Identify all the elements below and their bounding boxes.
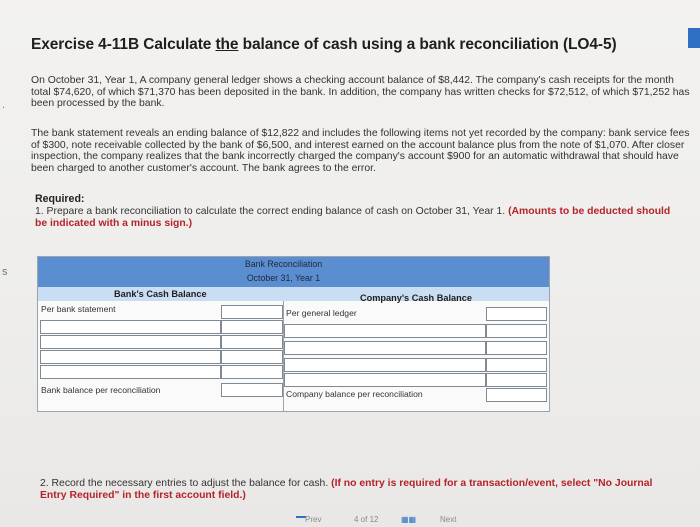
bank-reconciliation-table	[37, 256, 550, 412]
bank-amount-input[interactable]	[221, 365, 283, 379]
margin-mark: s	[2, 266, 8, 278]
company-item-input[interactable]	[284, 373, 486, 387]
table-date: October 31, Year 1	[246, 273, 321, 283]
bank-amount-input[interactable]	[221, 350, 283, 364]
grid-icon[interactable]: ▦▦	[401, 515, 417, 524]
prev-label[interactable]: Prev	[305, 515, 322, 524]
margin-mark: .	[2, 99, 6, 111]
company-item-input[interactable]	[284, 358, 486, 372]
exercise-title: Exercise 4-11B Calculate the balance of cash using a bank reconciliation (LO4-5)	[31, 36, 617, 53]
table-title: Bank Reconciliation	[244, 259, 323, 269]
per-ledger-label: Per general ledger	[286, 308, 357, 318]
requirement-1: 1. Prepare a bank reconciliation to calculate the correct ending balance of cash on October 31, Year 1. (Amounts to be deducted should be indicated with a minus sign.)	[35, 206, 671, 229]
company-item-input[interactable]	[284, 341, 486, 355]
side-tab[interactable]	[688, 28, 700, 48]
bank-total-input[interactable]	[221, 383, 283, 397]
column-divider	[283, 301, 284, 411]
per-bank-label: Per bank statement	[41, 304, 116, 314]
bank-item-input[interactable]	[40, 320, 221, 334]
company-total-label: Company balance per reconciliation	[286, 389, 423, 399]
bank-item-input[interactable]	[40, 335, 221, 349]
page-indicator: 4 of 12	[354, 515, 379, 524]
bank-heading: Bank's Cash Balance	[114, 289, 207, 299]
bank-amount-input[interactable]	[221, 320, 283, 334]
company-amount-input[interactable]	[486, 307, 547, 321]
company-amount-input[interactable]	[486, 358, 547, 372]
paragraph-bank-statement: The bank statement reveals an ending balance of $12,822 and includes the following items not yet recorded by the company: bank service fees of $300, note receivable collected by the bank of $6,500, and interest earned on the account balance plus from the note of $1,070. After closer inspection, the company realizes that the bank incorrectly charged the company's account $900 for an automatic withdrawal that should have been charged to another customer's account. The bank agrees to the error.	[31, 128, 690, 174]
company-item-input[interactable]	[284, 324, 486, 338]
bank-item-input[interactable]	[40, 350, 221, 364]
company-total-input[interactable]	[486, 388, 547, 402]
company-amount-input[interactable]	[486, 324, 547, 338]
company-amount-input[interactable]	[486, 373, 547, 387]
bank-amount-input[interactable]	[221, 305, 283, 319]
bank-amount-input[interactable]	[221, 335, 283, 349]
company-heading: Company's Cash Balance	[360, 293, 472, 303]
required-label: Required:	[35, 193, 85, 205]
next-label[interactable]: Next	[440, 515, 457, 524]
paragraph-ledger: On October 31, Year 1, A company general ledger shows a checking account balance of $8,442. The company's cash receipts for the month total $74,620, of which $71,370 has been deposited in the bank. In addition, the company has written checks for $72,512, of which $71,252 has been processed by the bank.	[31, 75, 690, 110]
bank-total-label: Bank balance per reconciliation	[41, 385, 161, 395]
requirement-2: 2. Record the necessary entries to adjust the balance for cash. (If no entry is required for a transaction/event, select "No Journal Entry Required" in the first account field.)	[40, 478, 653, 501]
company-amount-input[interactable]	[486, 341, 547, 355]
bank-item-input[interactable]	[40, 365, 221, 379]
